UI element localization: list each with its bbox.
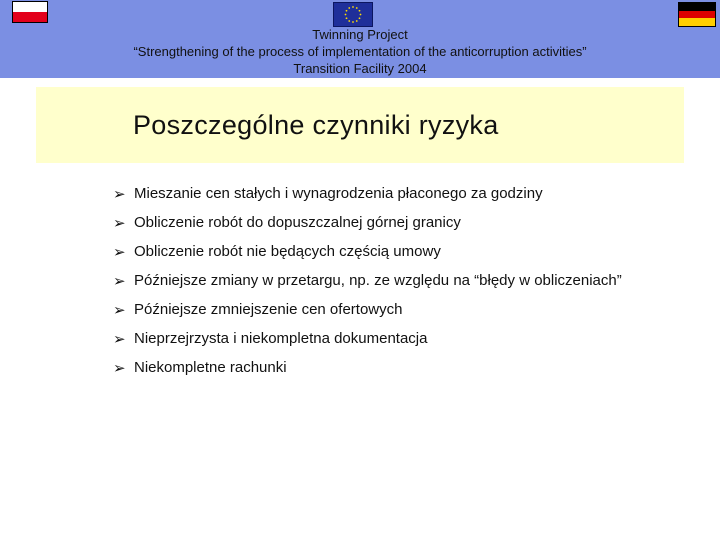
arrowhead-bullet-icon: ➢ bbox=[113, 214, 126, 232]
list-item bbox=[113, 324, 622, 353]
eu-star-icon bbox=[348, 20, 350, 22]
list-item bbox=[113, 179, 622, 208]
list-item bbox=[113, 266, 622, 295]
list-item bbox=[113, 295, 622, 324]
eu-star-icon bbox=[345, 14, 347, 16]
poland-flag-icon bbox=[12, 1, 48, 23]
eu-star-icon bbox=[346, 17, 348, 19]
eu-star-icon bbox=[359, 17, 361, 19]
risk-factors-list bbox=[113, 179, 622, 382]
eu-star-icon bbox=[356, 7, 358, 9]
list-item-text: Mieszanie cen stałych i wynagrodzenia płaconego za godziny bbox=[134, 185, 543, 202]
germany-flag-icon bbox=[678, 2, 716, 27]
eu-star-icon bbox=[346, 10, 348, 12]
list-item bbox=[113, 353, 622, 382]
project-name: Twinning Project bbox=[312, 27, 408, 42]
arrowhead-bullet-icon: ➢ bbox=[113, 185, 126, 203]
project-subtitle: “Strengthening of the process of implementation of the anticorruption activities” bbox=[133, 44, 587, 59]
slide-title: Poszczególne czynniki ryzyka bbox=[133, 110, 499, 140]
arrowhead-bullet-icon: ➢ bbox=[113, 243, 126, 261]
project-facility: Transition Facility 2004 bbox=[293, 61, 427, 76]
eu-star-icon bbox=[352, 21, 354, 23]
eu-star-icon bbox=[360, 14, 362, 16]
list-item-text: Nieprzejrzysta i niekompletna dokumentacja bbox=[134, 330, 428, 347]
slide-header bbox=[0, 0, 720, 78]
list-item bbox=[113, 237, 622, 266]
arrowhead-bullet-icon: ➢ bbox=[113, 272, 126, 290]
eu-star-icon bbox=[359, 10, 361, 12]
list-item-text: Późniejsze zmiany w przetargu, np. ze względu na “błędy w obliczeniach” bbox=[134, 272, 622, 289]
eu-flag-icon bbox=[333, 2, 373, 27]
arrowhead-bullet-icon: ➢ bbox=[113, 330, 126, 348]
arrowhead-bullet-icon: ➢ bbox=[113, 301, 126, 319]
eu-star-icon bbox=[356, 20, 358, 22]
eu-star-icon bbox=[348, 7, 350, 9]
arrowhead-bullet-icon: ➢ bbox=[113, 359, 126, 377]
list-item-text: Późniejsze zmniejszenie cen ofertowych bbox=[134, 301, 403, 318]
list-item-text: Obliczenie robót nie będących częścią umowy bbox=[134, 243, 441, 260]
project-info bbox=[0, 26, 720, 77]
list-item-text: Niekompletne rachunki bbox=[134, 359, 287, 376]
list-item bbox=[113, 208, 622, 237]
eu-star-icon bbox=[352, 6, 354, 8]
list-item-text: Obliczenie robót do dopuszczalnej górnej granicy bbox=[134, 214, 461, 231]
